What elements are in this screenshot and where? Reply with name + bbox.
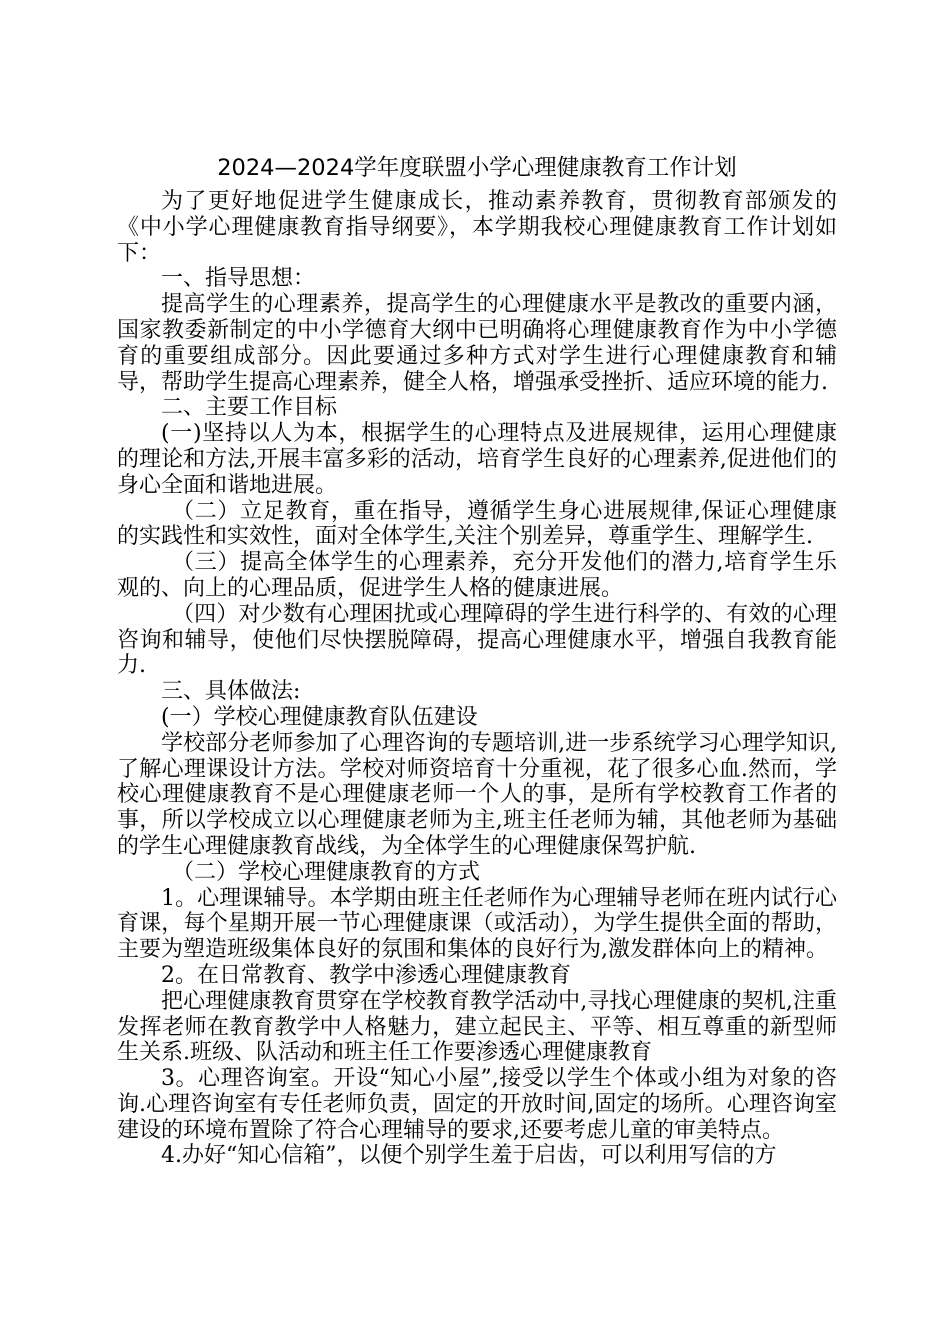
section-heading-guiding-thought: 一、指导思想： xyxy=(161,266,316,292)
subheading-team-building: (一）学校心理健康教育队伍建设 xyxy=(161,704,478,730)
section-heading-methods: 三、具体做法: xyxy=(161,679,301,705)
goal-item-3: （三）提高全体学生的心理素养，充分开发他们的潜力,培育学生乐观的、向上的心理品质，促进学生人格的健康进展。 xyxy=(117,550,837,601)
document-title: 2024—2024学年度联盟小学心理健康教育工作计划 xyxy=(217,155,737,181)
goal-item-1: (一)坚持以人为本，根据学生的心理特点及进展规律，运用心理健康的理论和方法,开展丰富多彩的活动，培育学生良好的心理素养,促进他们的身心全面和谐地进展。 xyxy=(117,421,837,498)
goal-item-2: （二）立足教育，重在指导，遵循学生身心进展规律,保证心理健康的实践性和实效性，面对全体学生,关注个别差异，尊重学生、理解学生. xyxy=(117,498,837,550)
method-item-4: 4.办好“知心信箱”，以便个别学生羞于启齿，可以利用写信的方 xyxy=(161,1143,777,1169)
goal-item-4: （四）对少数有心理困扰或心理障碍的学生进行科学的、有效的心理咨询和辅导，使他们尽快摆脱障碍，提高心理健康水平，增强自我教育能力. xyxy=(117,601,837,679)
intro-paragraph: 为了更好地促进学生健康成长，推动素养教育，贯彻教育部颁发的《中小学心理健康教育指导纲要》，本学期我校心理健康教育工作计划如下： xyxy=(117,189,837,266)
subheading-education-methods: （二）学校心理健康教育的方式 xyxy=(172,859,481,885)
paragraph-guiding-thought: 提高学生的心理素养，提高学生的心理健康水平是教改的重要内涵，国家教委新制定的中小学德育大纲中已明确将心理健康教育作为中小学德育的重要组成部分。因此要通过多种方式对学生进行心理健康教育和辅导，帮助学生提高心理素养，健全人格，增强承受挫折、适应环境的能力. xyxy=(117,292,837,395)
section-heading-main-goals: 二、主要工作目标 xyxy=(161,395,338,421)
paragraph-team-building: 学校部分老师参加了心理咨询的专题培训,进一步系统学习心理学知识,了解心理课设计方法。学校对师资培育十分重视，花了很多心血.然而，学校心理健康教育不是心理健康老师一个人的事，是所有学校教育工作者的事，所以学校成立以心理健康老师为主,班主任老师为辅，其他老师为基础的学生心理健康教育战线，为全体学生的心理健康保驾护航. xyxy=(117,730,837,859)
paragraph-method-2: 把心理健康教育贯穿在学校教育教学活动中,寻找心理健康的契机,注重发挥老师在教育教学中人格魅力，建立起民主、平等、相互尊重的新型师生关系.班级、队活动和班主任工作要渗透心理健康教育 xyxy=(117,988,837,1066)
method-item-3: 3。心理咨询室。开设“知心小屋”,接受以学生个体或小组为对象的咨询.心理咨询室有专任老师负责，固定的开放时间,固定的场所。心理咨询室建设的环境布置除了符合心理辅导的要求,还要考虑儿童的审美特点。 xyxy=(117,1066,837,1143)
method-item-1: 1。心理课辅导。本学期由班主任老师作为心理辅导老师在班内试行心育课，每个星期开展一节心理健康课（或活动），为学生提供全面的帮助，主要为塑造班级集体良好的氛围和集体的良好行为,激发群体向上的精神。 xyxy=(117,885,837,963)
method-item-2: 2。在日常教育、教学中渗透心理健康教育 xyxy=(161,962,571,988)
document-page xyxy=(117,151,837,1169)
